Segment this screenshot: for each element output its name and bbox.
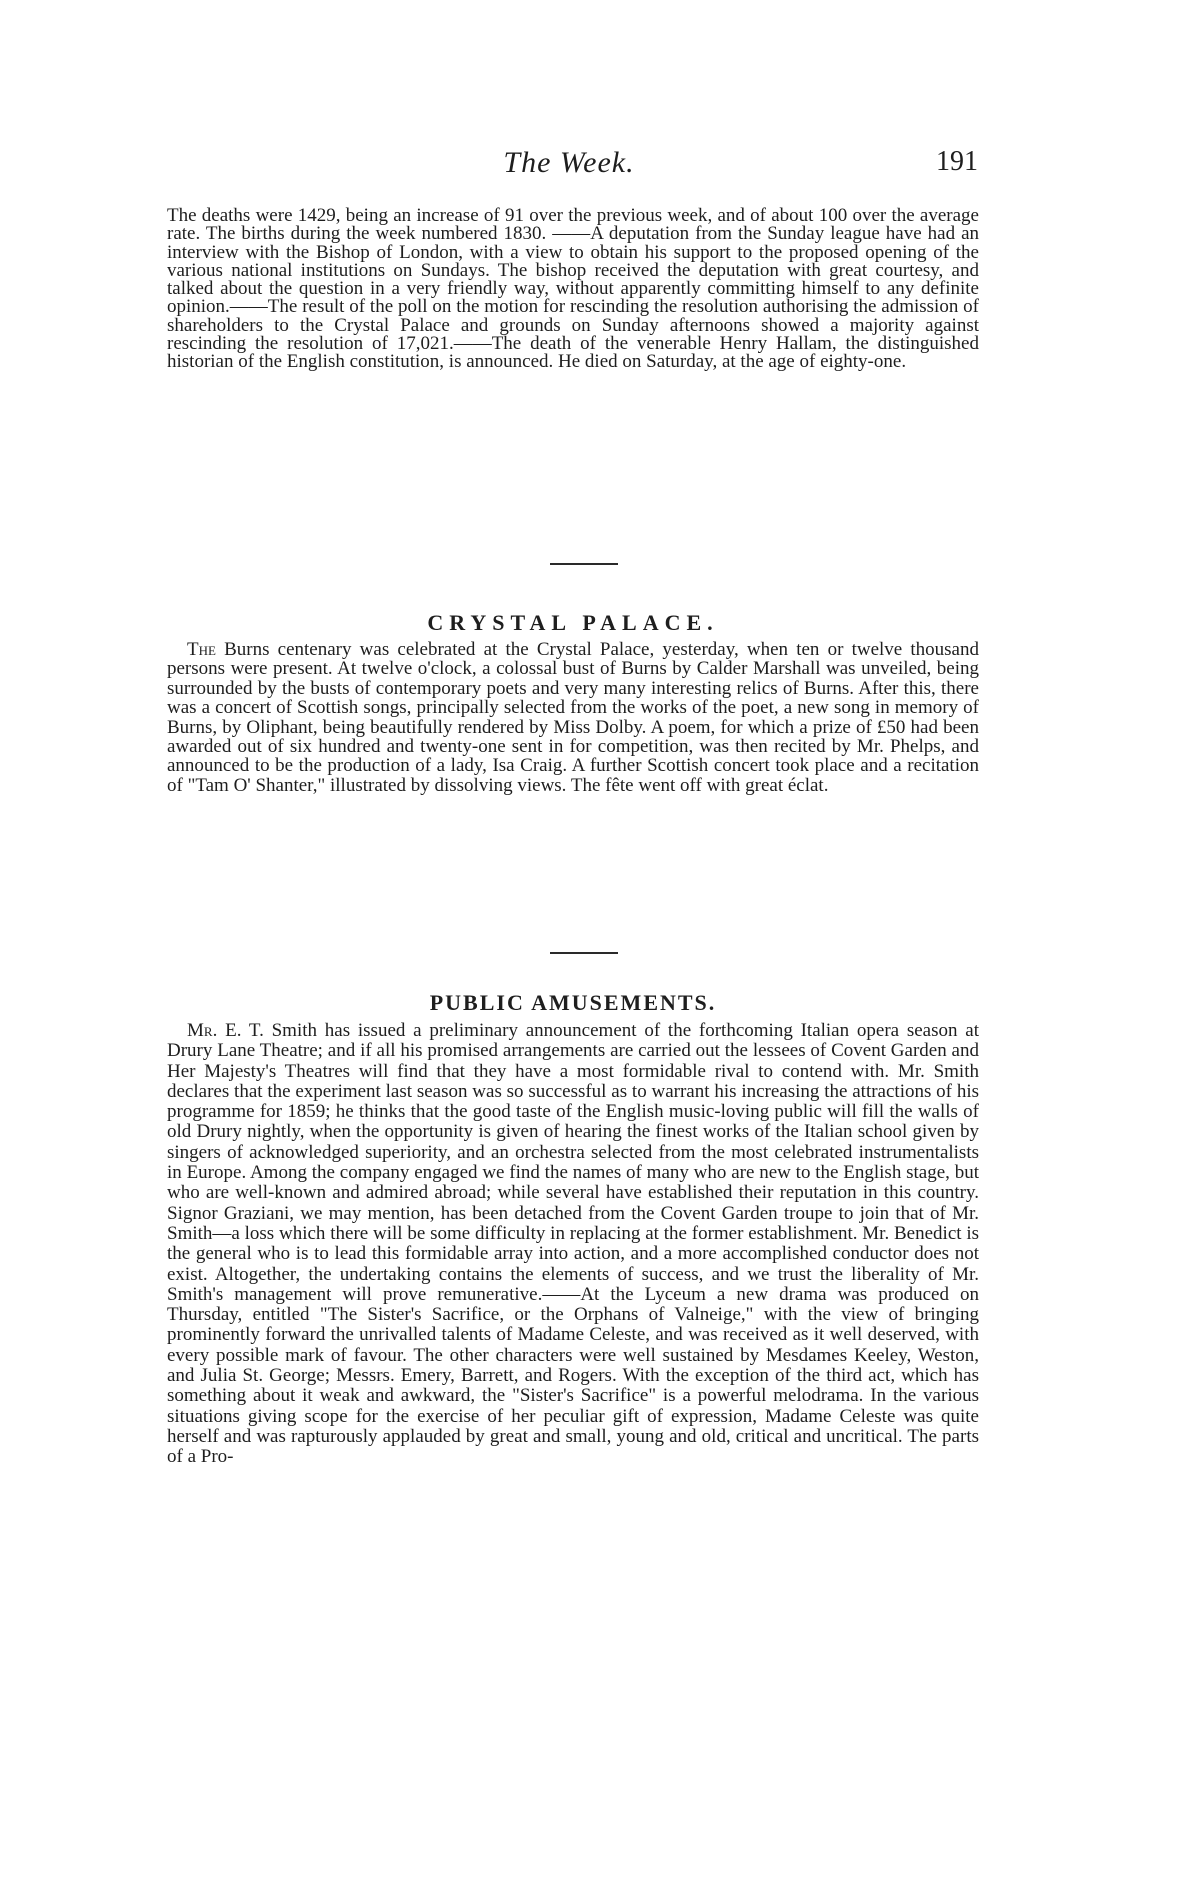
- page-number: 191: [936, 146, 978, 177]
- public-amusements-lead-word: Mr.: [187, 1020, 218, 1041]
- news-paragraph: The deaths were 1429, being an increase of 91 over the previous week, and of about 100 over the average rate. The births during the week numbered 1830. ——A deputation from the Sunday league have had an interview with the Bishop of London, with a view to obtain his support to the proposed opening of the various national institutions on Sundays. The bishop received the deputation with great courtesy, and talked about the question in a very friendly way, without apparently committing himself to any definite opinion.——The result of the poll on the motion for rescinding the resolution authorising the admission of shareholders to the Crystal Palace and grounds on Sunday afternoons showed a majority against rescinding the resolution of 17,021.——The death of the venerable Henry Hallam, the distinguished historian of the English constitution, is announced. He died on Saturday, at the age of eighty-one.: [167, 205, 979, 373]
- public-amusements-body: E. T. Smith has issued a preliminary announcement of the forthcoming Italian opera season at Drury Lane Theatre; and if all his promised arrangements are carried out the lessees of Covent Garden and Her Majesty's Theatres will find that they have a most formidable rival to contend with. Mr. Smith declares that the experiment last season was so successful as to warrant his increasing the attractions of his programme for 1859; he thinks that the good taste of the English music-loving public will fill the walls of old Drury nightly, when the opportunity is given of hearing the finest works of the Italian school given by singers of acknowledged superiority, and an orchestra selected from the most celebrated instrumentalists in Europe. Among the company engaged we find the names of many who are new to the English stage, but who are well-known and admired abroad; while several have established their reputation in this country. Signor Graziani, we may mention, has been detached from the Covent Garden troupe to join that of Mr. Smith—a loss which there will be some difficulty in replacing at the former establishment. Mr. Benedict is the general who is to lead this formidable array into action, and a more accomplished conductor does not exist. Altogether, the undertaking contains the elements of success, and we trust the liberality of Mr. Smith's management will prove remunerative.——At the Lyceum a new drama was produced on Thursday, entitled "The Sister's Sacrifice, or the Orphans of Valneige," with the view of bringing prominently forward the unrivalled talents of Madame Celeste, and was received as it well deserved, with every possible mark of favour. The other characters were well sustained by Mesdames Keeley, Weston, and Julia St. George; Messrs. Emery, Barrett, and Rogers. With the exception of the third act, which has something about it weak and awkward, the "Sister's Sacrifice" is a powerful melodrama. In the various situations giving scope for the exercise of her peculiar gift of expression, Madame Celeste was quite herself and was rapturously applauded by great and small, young and old, critical and uncritical. The parts of a Pro-: [167, 1020, 979, 1468]
- public-amusements-paragraph: [167, 1021, 979, 1468]
- crystal-palace-body: Burns centenary was celebrated at the Crystal Palace, yesterday, when ten or twelve thousand persons were present. At twelve o'clock, a colossal bust of Burns by Calder Marshall was unveiled, being surrounded by the busts of contemporary poets and very many interesting relics of Burns. After this, there was a concert of Scottish songs, principally selected from the works of the poet, a new song in memory of Burns, by Oliphant, being beautifully rendered by Miss Dolby. A poem, for which a prize of £50 had been awarded out of six hundred and twenty-one sent in for competition, was then recited by Mr. Phelps, and announced to be the production of a lady, Isa Craig. A further Scottish concert took place and a recitation of "Tam O' Shanter," illustrated by dissolving views. The fête went off with great éclat.: [167, 639, 979, 796]
- section-divider: [550, 952, 618, 954]
- public-amusements-heading: PUBLIC AMUSEMENTS.: [429, 990, 717, 1015]
- running-title: The Week.: [503, 146, 635, 179]
- crystal-palace-paragraph: [167, 640, 979, 795]
- crystal-palace-heading: CRYSTAL PALACE.: [427, 610, 719, 635]
- crystal-palace-lead-word: The: [187, 639, 216, 660]
- section-divider: [550, 563, 618, 565]
- page-header: [160, 146, 978, 186]
